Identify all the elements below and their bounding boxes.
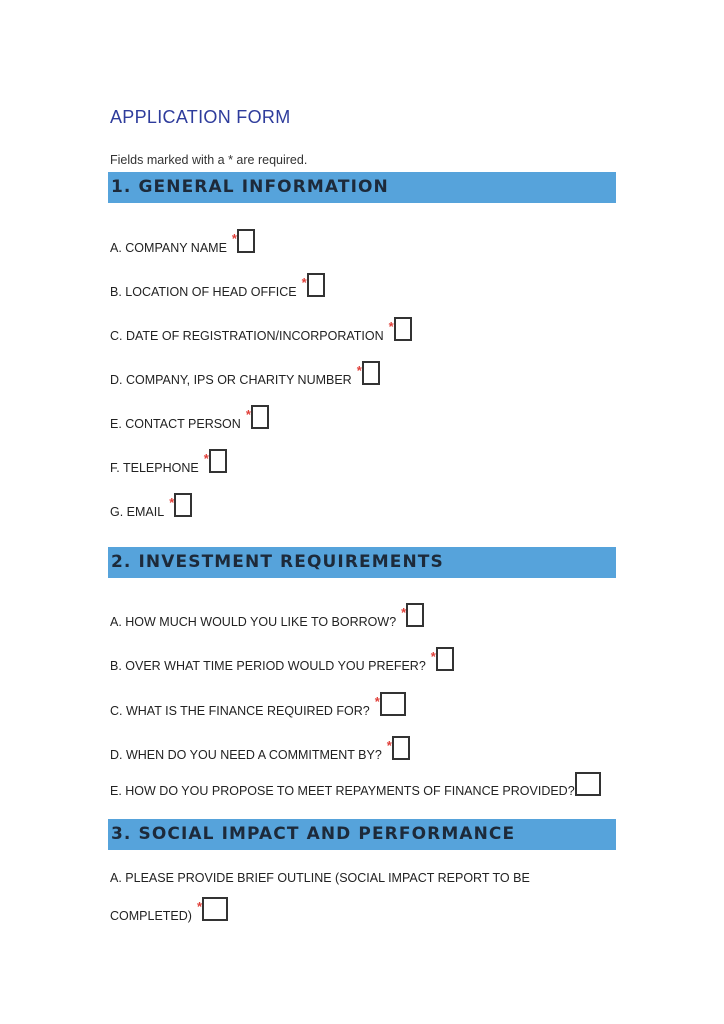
field-impact-outline	[110, 871, 530, 885]
field-label: B. OVER WHAT TIME PERIOD WOULD YOU PREFER?	[110, 659, 426, 673]
field-repayment-plan	[110, 774, 601, 798]
field-commitment-date	[110, 738, 410, 762]
field-label: A. HOW MUCH WOULD YOU LIKE TO BORROW?	[110, 615, 397, 629]
required-marker: *	[430, 649, 436, 664]
finance-purpose-input[interactable]	[380, 692, 406, 716]
repayment-plan-input[interactable]	[575, 772, 601, 796]
email-input[interactable]	[174, 493, 192, 517]
field-borrow-amount	[110, 605, 424, 629]
required-marker: *	[245, 407, 251, 422]
field-finance-purpose	[110, 694, 406, 718]
field-telephone	[110, 451, 227, 475]
section-header-general-information	[108, 172, 616, 203]
field-label: E. HOW DO YOU PROPOSE TO MEET REPAYMENTS OF FINANCE PROVIDED?	[110, 784, 575, 798]
form-title: APPLICATION FORM	[110, 107, 291, 127]
field-label: E. CONTACT PERSON	[110, 417, 241, 431]
field-label: A. COMPANY NAME	[110, 241, 227, 255]
field-label: D. COMPANY, IPS OR CHARITY NUMBER	[110, 373, 352, 387]
company-name-input[interactable]	[237, 229, 255, 253]
section-header-investment-requirements	[108, 547, 616, 578]
field-label: C. WHAT IS THE FINANCE REQUIRED FOR?	[110, 704, 370, 718]
field-registration-date	[110, 319, 412, 343]
field-contact-person	[110, 407, 269, 431]
required-marker: *	[196, 899, 203, 914]
section-heading: 2. INVESTMENT REQUIREMENTS	[111, 552, 444, 572]
field-label: D. WHEN DO YOU NEED A COMMITMENT BY?	[110, 748, 382, 762]
borrow-amount-input[interactable]	[406, 603, 424, 627]
field-label-continued: COMPLETED)	[110, 909, 192, 923]
required-marker: *	[386, 738, 392, 753]
field-impact-outline-cont	[110, 899, 228, 923]
telephone-input[interactable]	[209, 449, 227, 473]
field-label: F. TELEPHONE	[110, 461, 199, 475]
field-email	[110, 495, 192, 519]
field-label: C. DATE OF REGISTRATION/INCORPORATION	[110, 329, 384, 343]
section-heading: 3. SOCIAL IMPACT AND PERFORMANCE	[111, 824, 516, 844]
company-number-input[interactable]	[362, 361, 380, 385]
field-time-period	[110, 649, 454, 673]
required-marker: *	[301, 275, 307, 290]
section-heading: 1. GENERAL INFORMATION	[111, 177, 389, 197]
field-company-number	[110, 363, 380, 387]
section-header-social-impact	[108, 819, 616, 850]
required-marker: *	[169, 495, 175, 510]
required-marker: *	[356, 363, 362, 378]
required-marker: *	[374, 694, 380, 709]
commitment-date-input[interactable]	[392, 736, 410, 760]
head-office-location-input[interactable]	[307, 273, 325, 297]
field-company-name	[110, 231, 255, 255]
required-note: Fields marked with a * are required.	[110, 153, 308, 167]
impact-outline-input[interactable]	[202, 897, 228, 921]
registration-date-input[interactable]	[394, 317, 412, 341]
field-head-office-location	[110, 275, 325, 299]
required-marker: *	[401, 605, 407, 620]
field-label: A. PLEASE PROVIDE BRIEF OUTLINE (SOCIAL IMPACT REPORT TO BE	[110, 871, 530, 885]
required-marker: *	[203, 451, 209, 466]
field-label: B. LOCATION OF HEAD OFFICE	[110, 285, 297, 299]
field-label: G. EMAIL	[110, 505, 165, 519]
required-marker: *	[388, 319, 394, 334]
contact-person-input[interactable]	[251, 405, 269, 429]
required-marker: *	[231, 231, 237, 246]
time-period-input[interactable]	[436, 647, 454, 671]
